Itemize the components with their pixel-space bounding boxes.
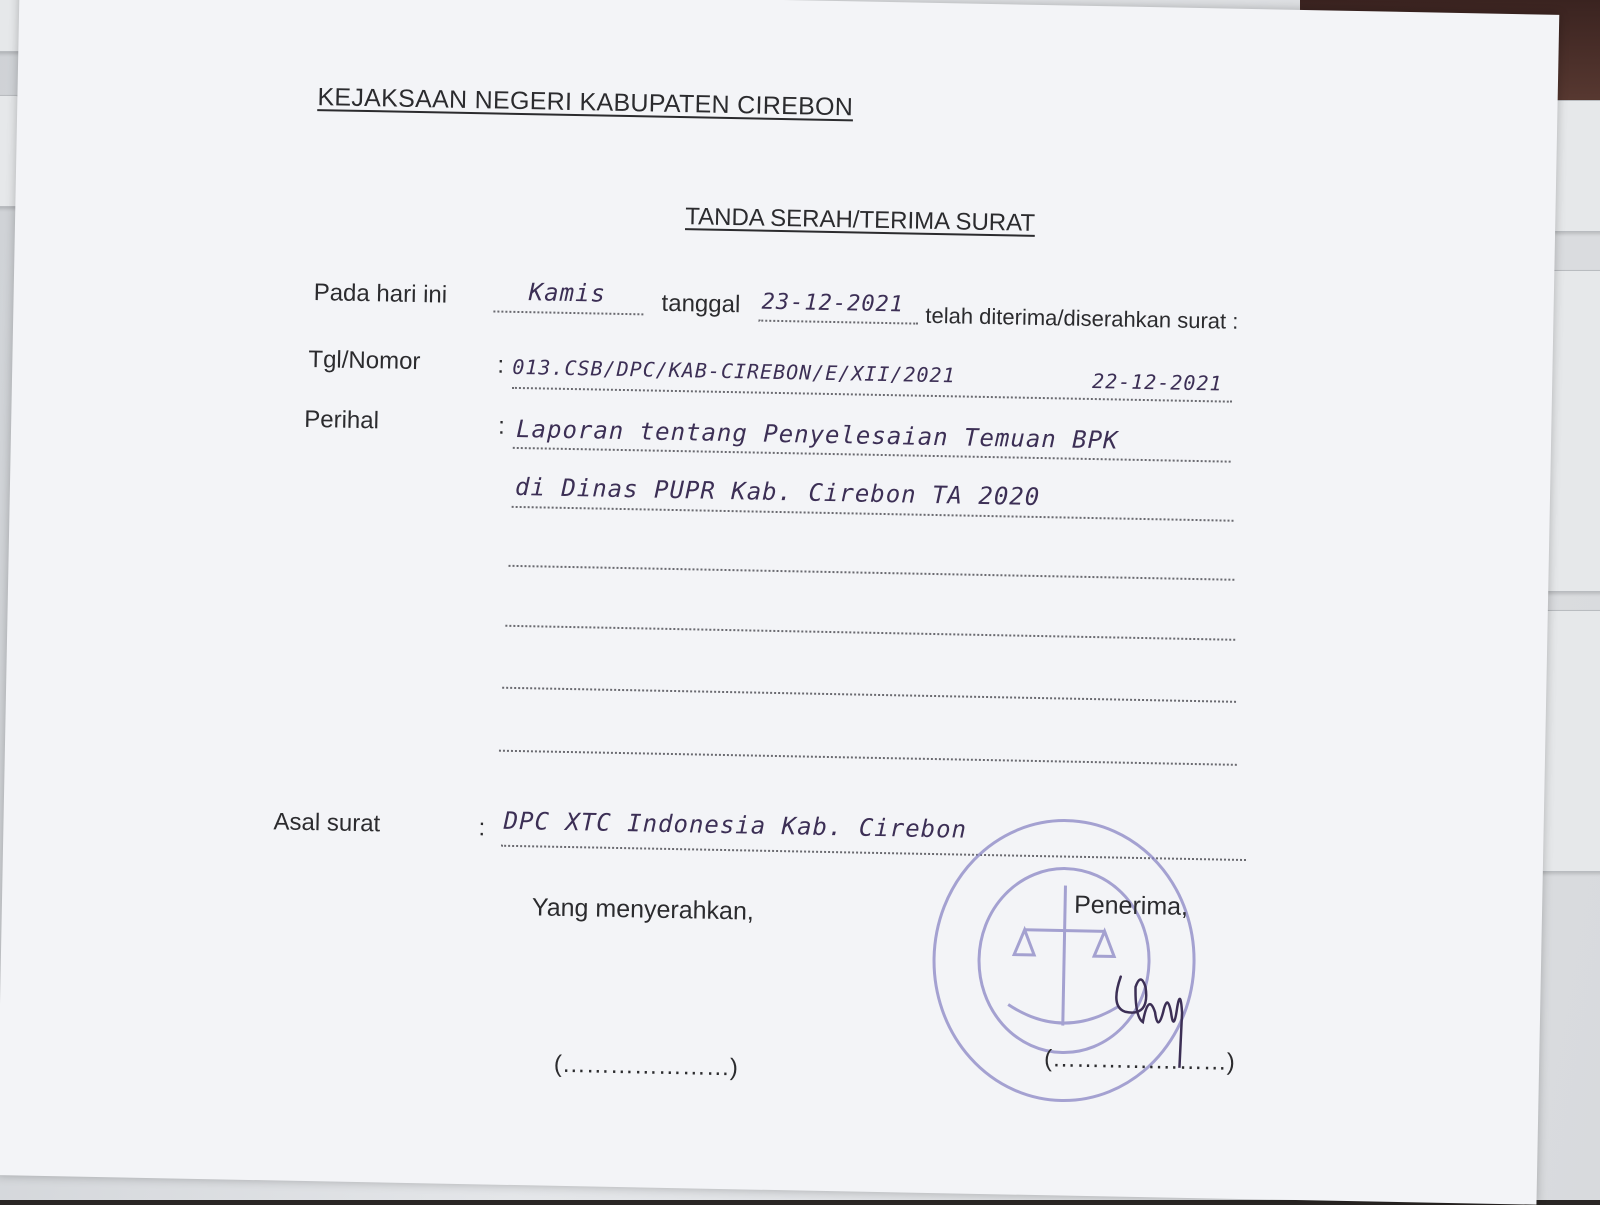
blank-dotted-line bbox=[505, 625, 1235, 641]
day-dotted-line bbox=[493, 310, 643, 315]
document-title: TANDA SERAH/TERIMA SURAT bbox=[684, 203, 1036, 237]
date-dotted-line bbox=[758, 320, 918, 325]
receipt-suffix: telah diterima/diserahkan surat : bbox=[925, 302, 1239, 334]
date-value: 23-12-2021 bbox=[761, 289, 905, 318]
colon: : bbox=[497, 351, 505, 379]
day-value: Kamis bbox=[528, 278, 607, 308]
giver-label: Yang menyerahkan, bbox=[531, 893, 755, 926]
receiver-signature-placeholder: (………….………) bbox=[1043, 1045, 1236, 1076]
asal-surat-label: Asal surat bbox=[273, 808, 381, 838]
tgl-nomor-value: 013.CSB/DPC/KAB-CIREBON/E/XII/2021 bbox=[512, 354, 956, 388]
day-label: Pada hari ini bbox=[313, 279, 448, 309]
receiver-label: Penerima, bbox=[1073, 890, 1189, 921]
perihal-label: Perihal bbox=[304, 405, 380, 435]
blank-dotted-line bbox=[499, 750, 1237, 766]
perihal-dotted-line-2 bbox=[512, 506, 1234, 522]
colon: : bbox=[497, 412, 506, 440]
blank-dotted-line bbox=[502, 687, 1236, 703]
organization-heading: KEJAKSAAN NEGERI KABUPATEN CIREBON bbox=[317, 83, 854, 122]
asal-surat-value: DPC XTC Indonesia Kab. Cirebon bbox=[503, 806, 968, 844]
colon: : bbox=[478, 814, 486, 842]
perihal-line-2: di Dinas PUPR Kab. Cirebon TA 2020 bbox=[514, 472, 1041, 512]
perihal-line-1: Laporan tentang Penyelesaian Temuan BPK bbox=[515, 414, 1119, 455]
giver-signature-placeholder: (…………………) bbox=[553, 1050, 739, 1082]
tgl-nomor-label: Tgl/Nomor bbox=[308, 345, 421, 376]
date-label: tanggal bbox=[661, 289, 741, 319]
blank-dotted-line bbox=[508, 565, 1234, 581]
tgl-nomor-date: 22-12-2021 bbox=[1091, 368, 1223, 396]
